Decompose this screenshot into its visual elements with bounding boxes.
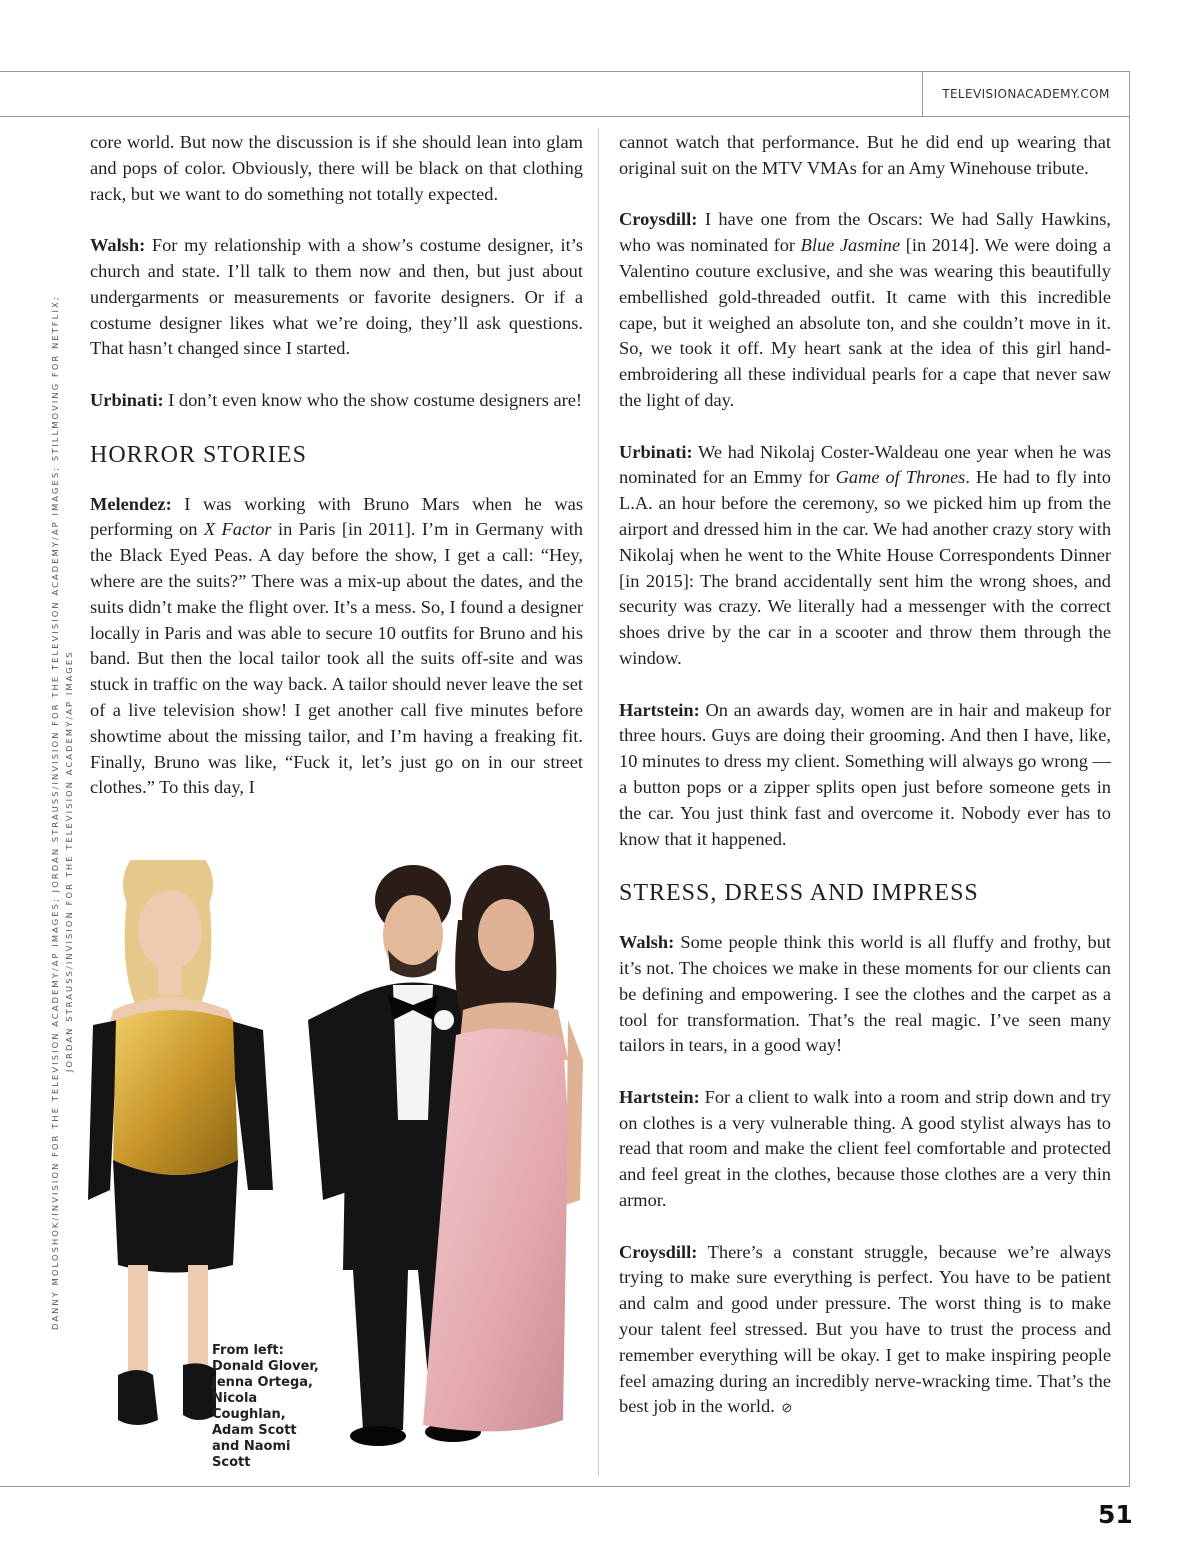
quote-text: Some people think this world is all fluffy and frothy, but it’s not. The choices we make in these moments for our clients can be defining and empowering. I see the clothes and the carpet as a tool for transformation. That’s the real magic. I’ve seen many tailors in tears, in a good way! — [619, 932, 1111, 1056]
quote-text: in Paris [in 2011]. I’m in Germany with the Black Eyed Peas. A day before the show, I get a call: “Hey, where are the suits?” There was a mix-up about the dates, and the suits didn’t make the flight over. It’s a mess. So, I found a designer locally in Paris and was able to secure 10 outfits for Bruno and his band. But then the local tailor took all the suits off-site and was stuck in traffic on the way back. A tailor should never leave the set of a live television show! I get another call five minutes before showtime about the missing tailor, and I’m having a freaking fit. Finally, Bruno was like, “Fuck it, let’s just go on in our street clothes.” To this day, I — [90, 519, 583, 798]
photo-credit — [48, 295, 76, 1330]
section-heading: STRESS, DRESS AND IMPRESS — [619, 880, 979, 907]
page-number: 51 — [1098, 1500, 1133, 1529]
quote-text: For my relationship with a show’s costume designer, it’s church and state. I’ll talk to them now and then, but just about undergarments or measurements or favorite designers. Or if a costume designer likes what we’re doing, they’ll ask questions. That hasn’t changed since I started. — [90, 235, 583, 359]
quote-text: I have one from the Oscars: We had Sally Hawkins, who was nominated for — [619, 209, 1111, 256]
speaker-name: Urbinati: — [90, 389, 164, 410]
quote-text: For a client to walk into a room and strip down and try on clothes is a very vulnerable thing. A good stylist always has to read that room and make the client feel comfortable and protected and feel great in the clothes, because those clothes are a very thin armor. — [619, 1086, 1111, 1211]
paragraph — [90, 388, 583, 414]
speaker-name: Melendez: — [90, 493, 172, 514]
column-divider — [598, 128, 599, 1476]
show-title: Game of Thrones — [835, 467, 966, 488]
footer-rule — [0, 1486, 1130, 1487]
paragraph — [619, 1085, 1111, 1214]
speaker-name: Walsh: — [90, 235, 146, 256]
speaker-name: Walsh: — [619, 932, 675, 953]
paragraph — [619, 1240, 1111, 1422]
film-title: Blue Jasmine — [800, 235, 901, 256]
quote-text: . He had to fly into L.A. an hour before the ceremony, so we picked him up from the airport and dressed him in the car. We had another crazy story with Nikolaj when he went to the White House Correspondents Dinner [in 2015]: The brand accidentally sent him the wrong shoes, and security was crazy. We literally had a messenger with the correct shoes drive by the car in a scooter and throw them through the window. — [619, 467, 1112, 668]
paragraph: cannot watch that performance. But he did end up wearing that original suit on the MTV VMAs for an Amy Winehouse tribute. — [619, 132, 1111, 178]
quote-text: On an awards day, women are in hair and makeup for three hours. Guys are doing their grooming. And then I have, like, 10 minutes to dress my client. Something will always go wrong — a button pops or a zipper splits open just before someone gets in the car. You just think fast and overcome it. Nobody ever has to know that it happened. — [619, 699, 1111, 849]
photo-illustration — [88, 860, 588, 1472]
paragraph — [619, 698, 1111, 853]
paragraph — [619, 440, 1111, 672]
quote-text: I was working with Bruno Mars when he was performing on — [90, 493, 583, 540]
speaker-name: Urbinati: — [619, 441, 693, 462]
paragraph — [619, 207, 1111, 413]
speaker-name: Croysdill: — [619, 1241, 698, 1262]
frame-right-rule — [1129, 71, 1130, 1487]
quote-text: We had Nikolaj Coster-Waldeau one year when he was nominated for an Emmy for — [619, 441, 1111, 488]
header-bottom-rule — [0, 116, 1130, 117]
speaker-name: Croysdill: — [619, 209, 698, 230]
photo-credit-line-1: DANNY MOLOSHOK/INVISION FOR THE TELEVISION ACADEMY/AP IMAGES; JORDAN STRAUSS/INVISION FOR THE TELEVISION ACADEMY/AP IMAGES; STILLMOVING FOR NETFLIX; — [50, 295, 60, 1330]
paragraph — [90, 492, 583, 802]
show-title: X Factor — [203, 519, 272, 540]
quote-text: [in 2014]. We were doing a Valentino couture exclusive, and she was wearing this beautifully embellished gold-threaded outfit. It came with this incredible cape, but it weighed an absolute ton, and she couldn’t move in it. So, we took it off. My heart sank at the idea of this girl hand-embroidering all these individual pearls for a cape that never saw the light of day. — [619, 235, 1111, 410]
photo-credit-line-2: JORDAN STRAUSS/INVISION FOR THE TELEVISION ACADEMY/AP IMAGES — [64, 650, 74, 1072]
photo-caption: From left: Donald Glover, Jenna Ortega, Nicola Coughlan, Adam Scott and Naomi Scott — [212, 1343, 319, 1470]
section-heading: HORROR STORIES — [90, 441, 307, 468]
celebrity-photo — [88, 860, 588, 1472]
speaker-name: Hartstein: — [619, 1086, 700, 1107]
end-mark-icon: ⊘ — [781, 1400, 793, 1416]
paragraph: core world. But now the discussion is if she should lean into glam and pops of color. Obviously, there will be black on that clothing rack, but we want to do something not totally expected. — [90, 132, 583, 204]
paragraph — [619, 930, 1111, 1059]
quote-text: There’s a constant struggle, because we’re always trying to make sure everything is perfect. You have to be patient and calm and good under pressure. The worst thing is to make your talent feel stressed. But you have to trust the process and remember everything will be okay. I get to make inspiring people feel amazing during an incredibly nerve-wracking time. That’s the best job in the world. — [619, 1241, 1111, 1417]
site-url[interactable]: TELEVISIONACADEMY.COM — [942, 86, 1110, 101]
paragraph — [90, 233, 583, 362]
speaker-name: Hartstein: — [619, 699, 700, 720]
article-column-left — [90, 130, 583, 801]
article-column-right — [619, 130, 1111, 1421]
quote-text: I don’t even know who the show costume designers are! — [163, 389, 583, 410]
